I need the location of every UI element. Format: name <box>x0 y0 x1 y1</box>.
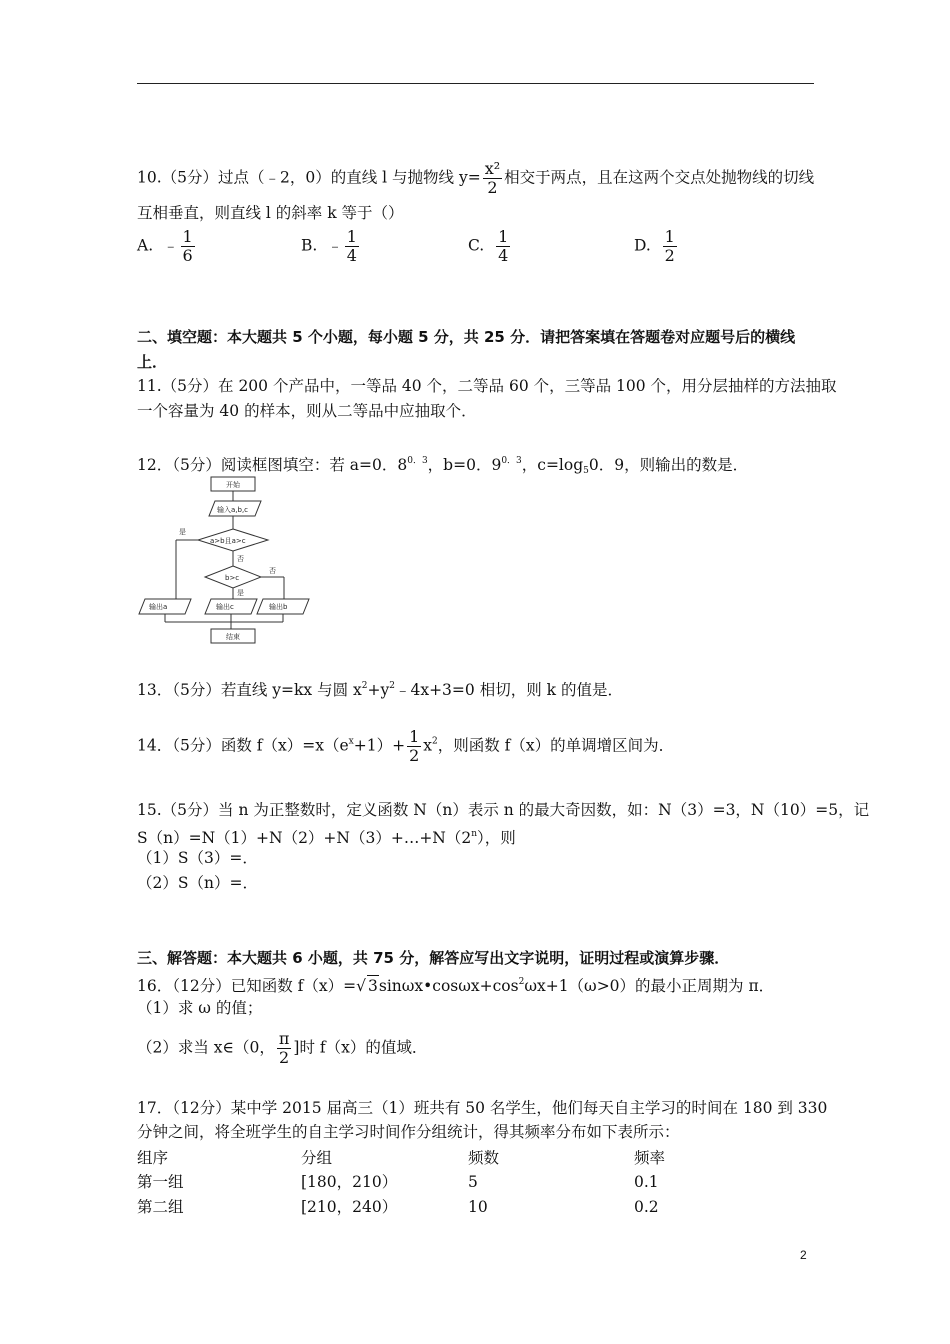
q10-line1: 10.（5分）过点（﹣2，0）的直线 l 与抛物线 y= $\frac{\text{x²}}{2}$ 相交于两点，且在这两个交点处抛物线的切线 <box>137 159 815 197</box>
table-cell: [180，210） <box>301 1173 398 1191</box>
table-cell: 第一组 <box>137 1173 184 1191</box>
table-cell: 第二组 <box>137 1198 184 1216</box>
section2-heading-line2: 上． <box>137 353 168 371</box>
header-rule <box>137 83 814 84</box>
q16-fraction: $\frac{\pi}{2}$ <box>278 1029 290 1067</box>
q14-fraction: $\frac{1}{2}$ <box>409 727 420 765</box>
q16-sub1: （1）求 ω 的值； <box>137 999 263 1017</box>
flow-no2-label: 否 <box>269 567 276 575</box>
q10-option: D. $\frac{1}{2}$ <box>634 227 675 265</box>
table-cell: 10 <box>468 1198 488 1216</box>
flow-outB-text: 输出c <box>216 603 234 611</box>
q15-sub1: （1）S（3）=． <box>137 849 258 867</box>
table-header-cell: 频率 <box>634 1149 666 1167</box>
q16-sub2: （2）求当 x∈（0， $\frac{\pi}{2}$ ]时 f（x）的值域． <box>137 1029 428 1067</box>
q10-fraction: $\frac{\text{x²}}{2}$ <box>484 159 501 197</box>
table-header-cell: 分组 <box>301 1149 333 1167</box>
q15-sub2: （2）S（n）=． <box>137 874 258 892</box>
flow-start-text: 开始 <box>226 481 240 489</box>
q17-line2: 分钟之间，将全班学生的自主学习时间作分组统计，得其频率分布如下表所示： <box>137 1123 680 1141</box>
q10-option: C. $\frac{1}{4}$ <box>468 227 509 265</box>
sqrt-symbol: √ <box>356 977 366 995</box>
flow-cond2-text: b>c <box>225 574 240 582</box>
q11-line1: 11.（5分）在 200 个产品中，一等品 40 个，二等品 60 个，三等品 100 个，用分层抽样的方法抽取 <box>137 377 837 395</box>
q10-line2: 互相垂直，则直线 l 的斜率 k 等于（） <box>137 204 404 222</box>
section2-heading-line1: 二、填空题：本大题共 5 个小题，每小题 5 分，共 25 分．请把答案填在答题卷对应题号后的横线 <box>137 328 796 346</box>
flow-cond1-text: a>b且a>c <box>210 537 246 545</box>
q15-line2: $S(n)=N(1)+N(2)+N(3)+\dots+N(2^n)$，则 <box>137 829 516 847</box>
q12-line: 12．（5分）阅读框图填空：若 a=0．$8^{0.3}$，b=0．$9^{0.3}$，$c=\log_50$．9，则输出的数是． <box>137 456 749 476</box>
flow-outC-text: 输出b <box>269 603 288 611</box>
q11-line2: 一个容量为 40 的样本，则从二等品中应抽取个． <box>137 402 477 420</box>
flow-yes-label: 是 <box>179 528 186 536</box>
q14-line: 14．（5分）函数 $f(x)=x(e^x+1)+$ $\frac{1}{2}$ $x^2$，则函数 f（x）的单调增区间为． <box>137 727 675 765</box>
flow-end-text: 结束 <box>226 633 240 641</box>
q10-option: B. ﹣ $\frac{1}{4}$ <box>301 227 357 265</box>
q17-line1: 17．（12分）某中学 2015 届高三（1）班共有 50 名学生，他们每天自主学习的时间在 180 到 330 <box>137 1099 828 1117</box>
table-cell: 0.1 <box>634 1173 659 1191</box>
flow-outA-text: 输出a <box>149 603 168 611</box>
table-cell: [210，240） <box>301 1198 398 1216</box>
table-header-cell: 频数 <box>468 1149 500 1167</box>
flow-input-text: 输入a,b,c <box>217 506 249 514</box>
table-header-cell: 组序 <box>137 1149 169 1167</box>
q10-option: A. ﹣ $\frac{1}{6}$ <box>137 227 193 265</box>
q15-line1: 15.（5分）当 n 为正整数时，定义函数 N（n）表示 n 的最大奇因数，如：N（3）=3，N（10）=5，记 <box>137 801 870 819</box>
q16-line: 16．（12分）已知函数 f（x）=√ $3\sin\omega x•\cos\omega x+\cos^2\omega x+1(\omega>0)$的最小正周期为 π． <box>137 977 775 995</box>
table-cell: 5 <box>468 1173 478 1191</box>
flow-no-label: 否 <box>237 555 244 563</box>
q13-line: 13．（5分）若直线 y=kx 与圆 $x^2+y^2﹣4x+3=0$ 相切，则 k 的值是． <box>137 681 623 699</box>
table-cell: 0.2 <box>634 1198 659 1216</box>
section3-heading: 三、解答题：本大题共 6 小题，共 75 分，解答应写出文字说明，证明过程或演算步骤． <box>137 949 730 967</box>
page-number: 2 <box>800 1248 807 1262</box>
flow-yes2-label: 是 <box>237 589 244 597</box>
flowchart <box>137 474 312 649</box>
